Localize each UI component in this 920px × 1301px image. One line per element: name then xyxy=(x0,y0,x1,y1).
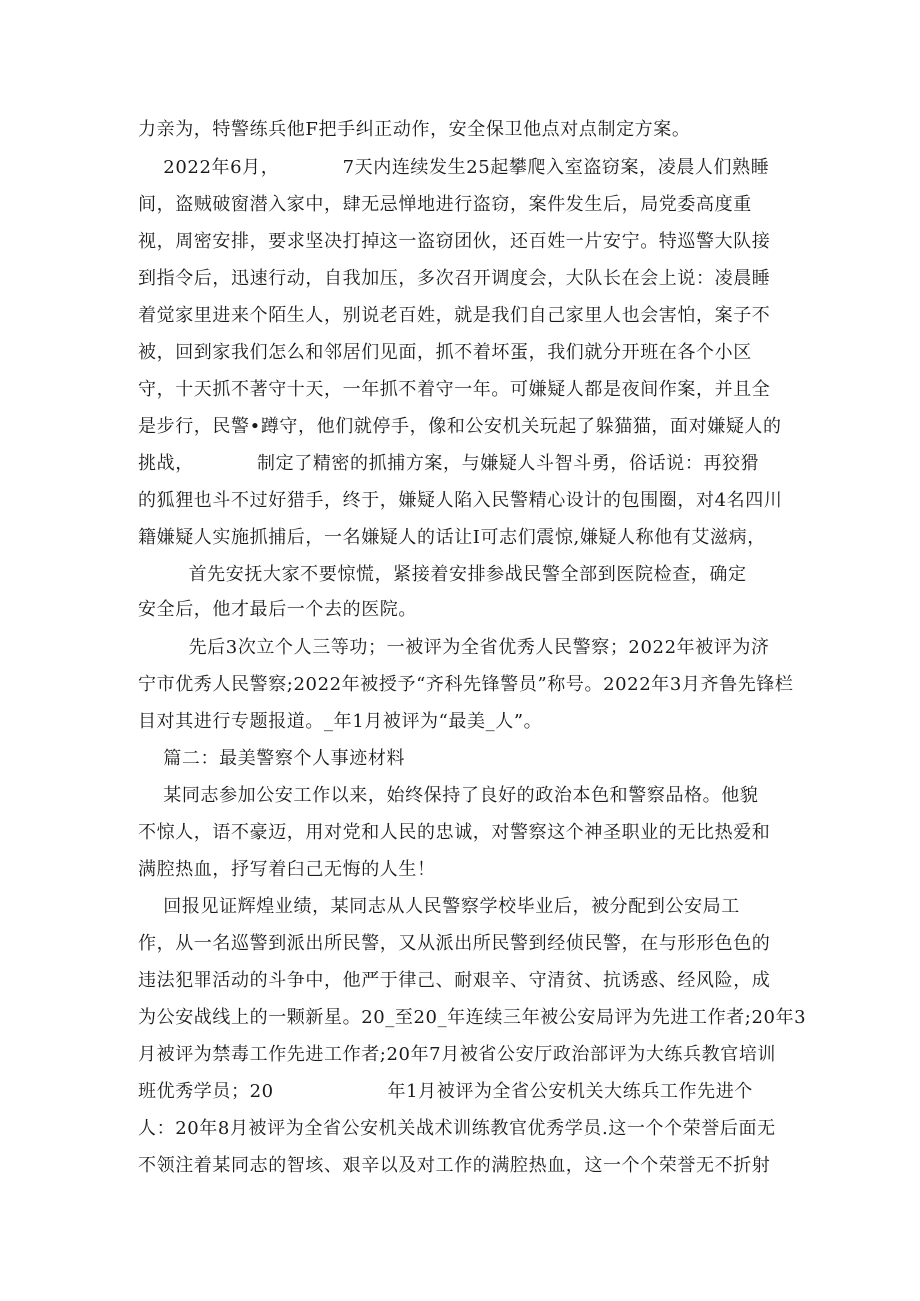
text-line: 目对其进行专题报道。_年1月被评为“最美_人”。 xyxy=(138,711,543,732)
text-line: 作，从一名巡警到派出所民警，又从派出所民警到经侦民警，在与形形色色的 xyxy=(138,933,771,954)
text-line: 满腔热血，抒写着臼己无悔的人生！ xyxy=(138,859,436,880)
text-line: 安全后，他才最后一个去的医院。 xyxy=(138,599,417,620)
text-line: 视，周密安排，要求坚决打掉这一盗窃团伙，还百姓一片安宁。特巡警大队接 xyxy=(138,231,771,252)
text-line: 间，盗贼破窗潜入家中，肆无忌惮地进行盗窃，案件发生后，局党委高度重 xyxy=(138,194,752,215)
text-line: 籍嫌疑人实施抓捕后，一名嫌疑人的话让I可志们震惊,嫌疑人称他有艾滋病， xyxy=(138,527,766,548)
text-line: 月被评为禁毒工作先进工作者;20年7月被省公安厅政治部评为大练兵教官培训 xyxy=(138,1044,777,1065)
text-line: 违法犯罪活动的斗争中，他严于律己、耐艰辛、守清贫、抗诱惑、经风险，成 xyxy=(138,970,771,991)
text-line: 班优秀学员；20 年1月被评为全省公安机关大练兵工作先进个 xyxy=(138,1081,753,1102)
text-line: 着觉家里进来个陌生人，别说老百姓，就是我们自己家里人也会害怕，案子不 xyxy=(138,305,771,326)
text-line: 力亲为，特警练兵他F把手纠正动作，安全保卫他点对点制定方案。 xyxy=(138,119,691,140)
text-line: 宁市优秀人民警察;2022年被授予“齐科先锋警员”称号。2022年3月齐鲁先锋栏 xyxy=(138,674,794,695)
text-line: 到指令后，迅速行动，自我加压，多次召开调度会，大队长在会上说：凌晨睡 xyxy=(138,268,771,289)
text-line: 挑战， 制定了精密的抓捕方案，与嫌疑人斗智斗勇，俗话说：再狡猾 xyxy=(138,453,760,474)
text-line: 为公安战线上的一颗新星。20_至20_年连续三年被公安局评为先进工作者;20年3 xyxy=(138,1007,807,1028)
text-line: 先后3次立个人三等功；一被评为全省优秀人民警察；2022年被评为济 xyxy=(138,637,770,658)
text-line: 回报见证辉煌业绩，某同志从人民警察学校毕业后，被分配到公安局工 xyxy=(138,896,740,917)
text-line: 某同志参加公安工作以来，始终保持了良好的政治本色和警察品格。他貌 xyxy=(138,785,759,806)
text-line: 不惊人，语不豪迈，用对党和人民的忠诚，对警察这个神圣职业的无比热爱和 xyxy=(138,822,771,843)
text-line: 的狐狸也斗不过好猎手，终于，嫌疑人陷入民警精心设计的包围圈，对4名四川 xyxy=(138,490,783,511)
text-line: 首先安抚大家不要惊慌，紧接着安排参战民警全部到医院检查，确定 xyxy=(138,564,747,585)
text-line: 被，回到家我们怎么和邻居们见面，抓不着坏蛋，我们就分开班在各个小区 xyxy=(138,342,752,363)
text-line: 是步行，民警•蹲守，他们就停手，像和公安机关玩起了躲猫猫，面对嫌疑人的 xyxy=(138,416,782,437)
text-line: 不领注着某同志的智垓、艰辛以及对工作的满腔热血，这一个个荣誉无不折射 xyxy=(138,1155,771,1176)
section-heading: 篇二：最美警察个人事迹材料 xyxy=(138,748,406,769)
text-line: 守，十天抓不著守十天，一年抓不着守一年。可嫌疑人都是夜间作案，并且全 xyxy=(138,379,771,400)
text-line: 人：20年8月被评为全省公安机关战术训练教官优秀学员.这一个个荣誉后面无 xyxy=(138,1118,776,1139)
text-line: 2022年6月， 7天内连续发生25起攀爬入室盗窃案，凌晨人们熟睡 xyxy=(138,157,770,178)
